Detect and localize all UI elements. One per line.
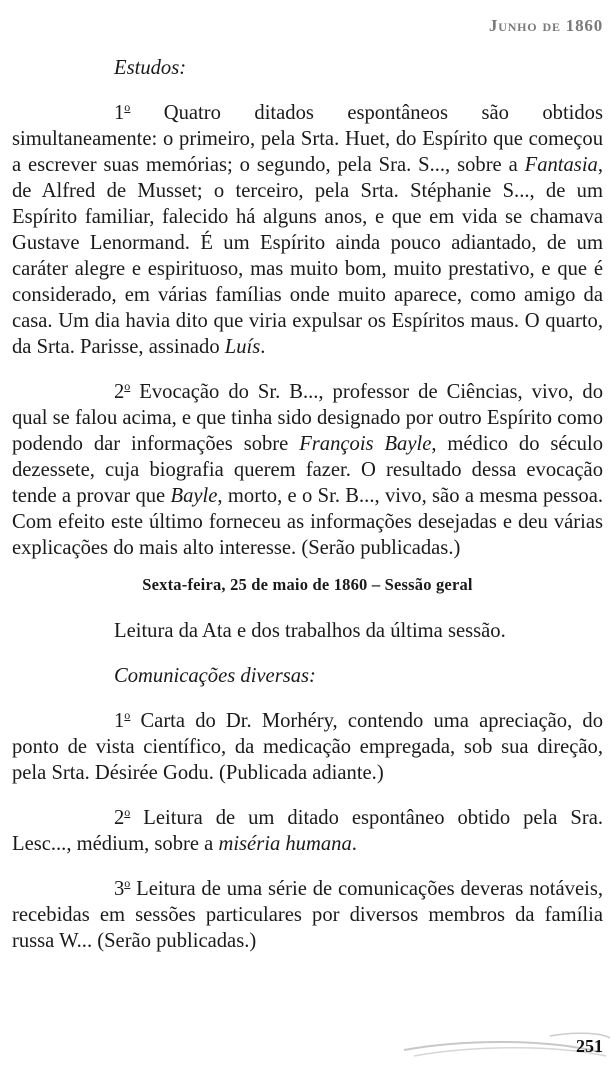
body-text xyxy=(12,55,603,954)
paragraph-reading: Leitura da Ata e dos trabalhos da última sessão. xyxy=(114,620,506,642)
section-title-estudos: Estudos: xyxy=(114,57,187,79)
ordinal-mark: o xyxy=(124,876,131,890)
item-number: 1 xyxy=(114,102,125,124)
item-number: 2 xyxy=(114,381,125,403)
item-number: 2 xyxy=(114,807,125,829)
paragraph-estudos-2: 2$^o$ Evocação do Sr. B..., professor de Ciências, vivo, do qual se falou acima, e que tinha sido designado por outro Espírito como podendo dar informações sobre François Bayle, médico do século dezessete, cuja biografia querem fazer. O resultado dessa evocação tende a provar que Bayle, morto, e o Sr. B..., vivo, são a mesma pessoa. Com efeito este último forneceu as informações desejadas e deu várias explicações do mais alto interesse. (Serão publicadas.) xyxy=(12,379,604,559)
session-heading: Sexta-feira, 25 de maio de 1860 – Sessão geral xyxy=(142,575,473,594)
paragraph-comunicacoes-3: 3$^o$ Leitura de uma série de comunicações deveras notáveis, recebidas em sessões particulares por diversos membros da família russa W... (Serão publicadas.) xyxy=(12,876,603,952)
item-number: 3 xyxy=(114,878,125,900)
item-number: 1 xyxy=(114,710,125,732)
ordinal-mark: o xyxy=(124,805,131,819)
page-number: 251 xyxy=(576,1036,603,1056)
ordinal-mark: o xyxy=(124,100,131,114)
section-title-comunicacoes: Comunicações diversas: xyxy=(114,665,316,687)
paragraph-comunicacoes-2: 2$^o$ Leitura de um ditado espontâneo obtido pela Sra. Lesc..., médium, sobre a miséria humana. xyxy=(12,805,603,855)
running-header: Junho de 1860 xyxy=(488,16,603,35)
paragraph-estudos-1: 1$^o$ Quatro ditados espontâneos são obtidos simultaneamente: o primeiro, pela Srta. Huet, do Espírito que começou a escrever suas memórias; o segundo, pela Sra. S..., sobre a Fantasia, de Alfred de Musset; o terceiro, pela Srta. Stéphanie S..., de um Espírito familiar, falecido há alguns anos, e que em vida se chamava Gustave Lenormand. É um Espírito ainda pouco adiantado, de um caráter alegre e espirituoso, mas muito bom, muito prestativo, e que é considerado, em várias famílias onde muito aparece, como amigo da casa. Um dia havia dito que viria expulsar os Espíritos maus. O quarto, da Srta. Parisse, assinado Luís. xyxy=(12,100,603,358)
ordinal-mark: o xyxy=(124,708,131,722)
ordinal-mark: o xyxy=(124,379,131,393)
paragraph-comunicacoes-1: 1$^o$ Carta do Dr. Morhéry, contendo uma apreciação, do ponto de vista científico, da medicação empregada, sob sua direção, pela Srta. Désirée Godu. (Publicada adiante.) xyxy=(12,708,603,784)
